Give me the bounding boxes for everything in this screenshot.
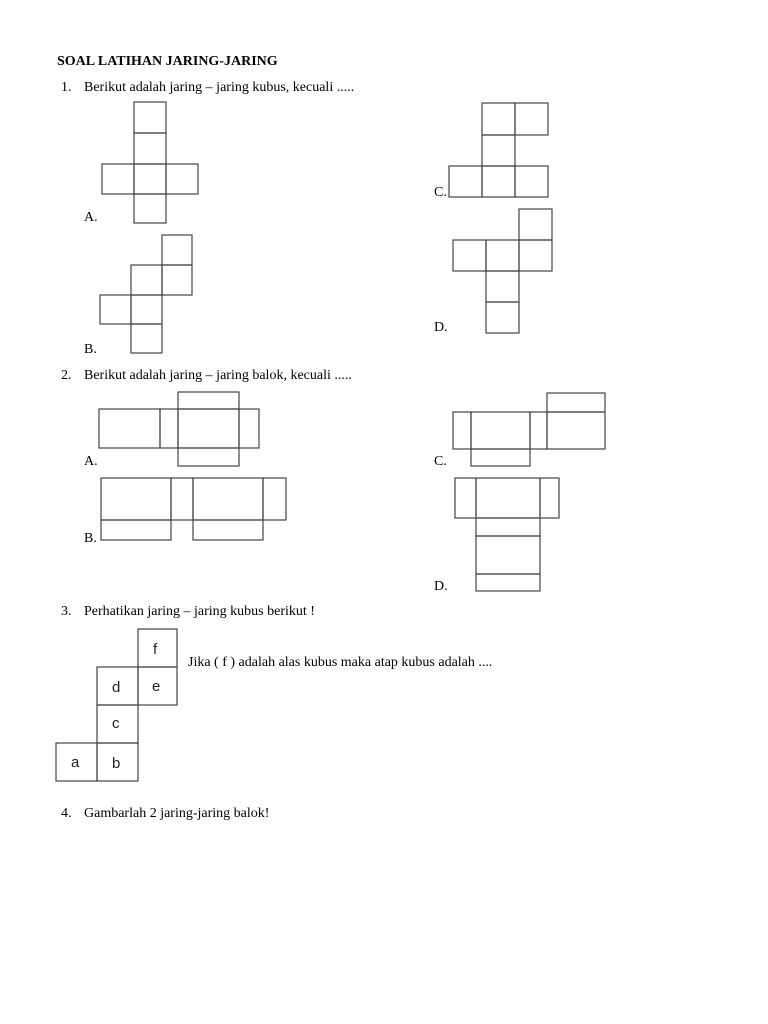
q2-net-b (99, 476, 291, 544)
q4-text: Gambarlah 2 jaring-jaring balok! (84, 806, 270, 821)
q3-text: Perhatikan jaring – jaring kubus berikut ! (84, 604, 315, 619)
face-label-e: e (152, 678, 161, 695)
q1-text: Berikut adalah jaring – jaring kubus, kecuali ..... (84, 80, 355, 95)
q3-number: 3. (61, 604, 72, 619)
face-f (138, 629, 177, 667)
q2-option-c-label[interactable]: C. (434, 454, 447, 469)
q3-question: Jika ( f ) adalah alas kubus maka atap kubus adalah .... (188, 655, 493, 670)
face-label-b: b (112, 755, 121, 772)
face-label-c: c (112, 715, 120, 732)
q4-number: 4. (61, 806, 72, 821)
page-title: SOAL LATIHAN JARING-JARING (57, 54, 278, 69)
q1-option-c-label[interactable]: C. (434, 185, 447, 200)
q2-option-b-label[interactable]: B. (84, 531, 97, 546)
q1-option-d-label[interactable]: D. (434, 320, 448, 335)
face-label-a: a (71, 754, 80, 771)
q2-option-d-label[interactable]: D. (434, 579, 448, 594)
face-label-d: d (112, 679, 121, 696)
q2-net-a (97, 390, 263, 470)
face-label-f: f (153, 641, 158, 658)
q2-net-c (451, 391, 609, 469)
q2-net-d (453, 476, 563, 594)
q3-cube-net (54, 627, 180, 785)
q1-net-c (447, 101, 551, 199)
q1-net-b (98, 233, 196, 357)
q1-option-a-label[interactable]: A. (84, 210, 98, 225)
q1-number: 1. (61, 80, 72, 95)
q1-option-b-label[interactable]: B. (84, 342, 97, 357)
q1-net-a (100, 101, 200, 225)
q2-text: Berikut adalah jaring – jaring balok, kecuali ..... (84, 368, 352, 383)
q2-number: 2. (61, 368, 72, 383)
q2-option-a-label[interactable]: A. (84, 454, 98, 469)
q1-net-d (451, 207, 555, 335)
